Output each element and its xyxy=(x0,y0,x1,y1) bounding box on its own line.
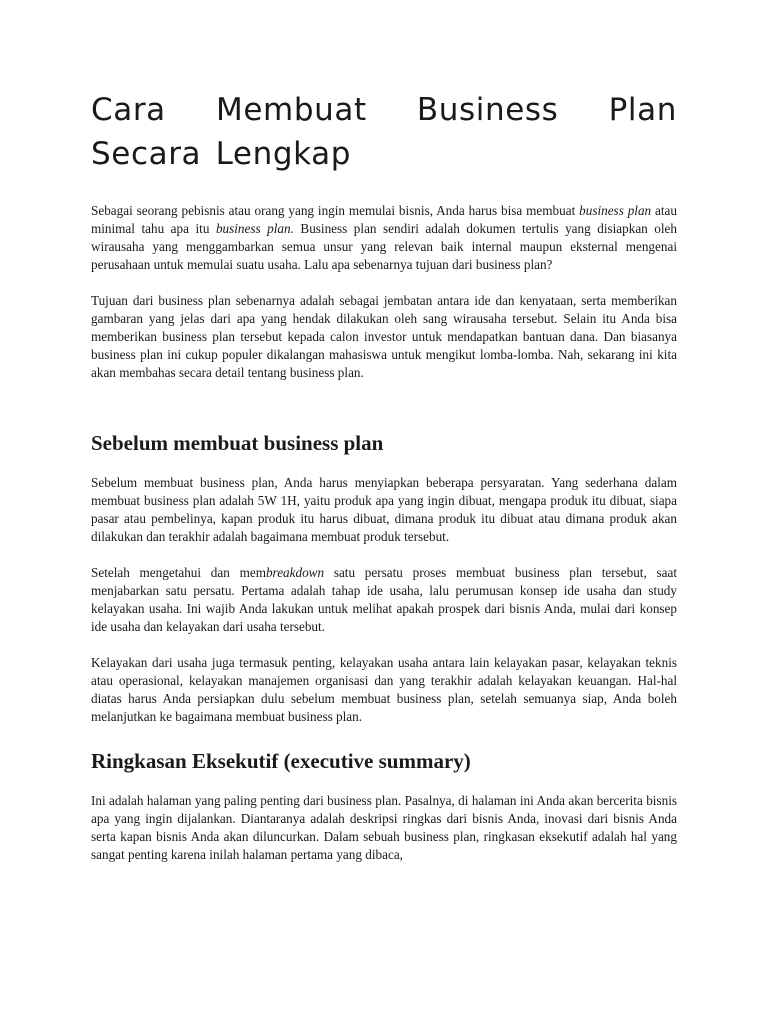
section1-p2-text-b: satu persatu proses membuat business plan tersebut, saat menjabarkan satu persatu. Pertama adalah tahap ide usaha, lalu perumusan konsep ide usaha dan study kelayakan usaha. Ini wajib Anda lakukan untuk melihat apakah prospek dari bisnis Anda, mulai dari konsep ide usaha dan kelayakan dari usaha tersebut. xyxy=(91,565,677,634)
intro-p1-emphasis-2: business plan. xyxy=(215,221,294,236)
section1-paragraph-3: Kelayakan dari usaha juga termasuk penting, kelayakan usaha antara lain kelayakan pasar, kelayakan teknis atau operasional, kelayakan manajemen organisasi dan yang terakhir adalah kelayakan keuangan. Hal-hal diatas harus Anda persiapkan dulu sebelum membuat business plan, setelah semuanya siap, Anda boleh melanjutkan ke bagaimana membuat business plan. xyxy=(91,655,677,724)
intro-paragraph-1 xyxy=(91,202,677,274)
intro-p1-text-b: atau minimal tahu apa itu xyxy=(91,203,678,236)
section-heading-ringkasan: Ringkasan Eksekutif (executive summary) xyxy=(91,749,471,773)
section1-p2-emphasis: breakdown xyxy=(265,565,325,580)
section2-paragraph-1: Ini adalah halaman yang paling penting dari business plan. Pasalnya, di halaman ini Anda akan bercerita bisnis apa yang ingin dijalankan. Diantaranya adalah deskripsi ringkas dari bisnis Anda, inovasi dari bisnis Anda serta kapan bisnis Anda akan diluncurkan. Dalam sebuah business plan, ringkasan eksekutif adalah hal yang sangat penting karena inilah halaman pertama yang dibaca, xyxy=(91,793,677,862)
section1-paragraph-1: Sebelum membuat business plan, Anda harus menyiapkan beberapa persyaratan. Yang sederhana dalam membuat business plan adalah 5W 1H, yaitu produk apa yang ingin dibuat, mengapa produk itu dibuat, siapa pasar atau pembelinya, kapan produk itu harus dibuat, dimana produk itu dibuat atau dimana produk akan dilakukan dan terakhir adalah bagaimana membuat produk tersebut. xyxy=(91,475,677,544)
intro-paragraph-2: Tujuan dari business plan sebenarnya adalah sebagai jembatan antara ide dan kenyataan, serta memberikan gambaran yang jelas dari apa yang hendak dilakukan oleh sang wirausaha tersebut. Selain itu Anda bisa memberikan business plan tersebut kepada calon investor untuk mendapatkan bantuan dana. Dan biasanya business plan ini cukup populer dikalangan mahasiswa untuk mengikut lomba-lomba. Nah, sekarang ini kita akan membahas secara detail tentang business plan. xyxy=(91,293,677,380)
section1-paragraph-2 xyxy=(91,564,677,636)
page-title: Cara Membuat Business Plan Secara Lengkap xyxy=(91,92,677,172)
section1-p2-text-a: Setelah mengetahui dan mem xyxy=(91,565,266,580)
intro-p1-text-c: Business plan sendiri adalah dokumen tertulis yang disiapkan oleh wirausaha yang menggambarkan semua unsur yang relevan baik internal maupun eksternal mengenai perusahaan untuk memulai suatu usaha. Lalu apa sebenarnya tujuan dari business plan? xyxy=(91,221,677,272)
intro-p1-text-a: Sebagai seorang pebisnis atau orang yang ingin memulai bisnis, Anda harus bisa membuat xyxy=(91,203,580,218)
intro-p1-emphasis-1: business plan xyxy=(579,203,652,218)
section-heading-sebelum: Sebelum membuat business plan xyxy=(91,431,384,455)
